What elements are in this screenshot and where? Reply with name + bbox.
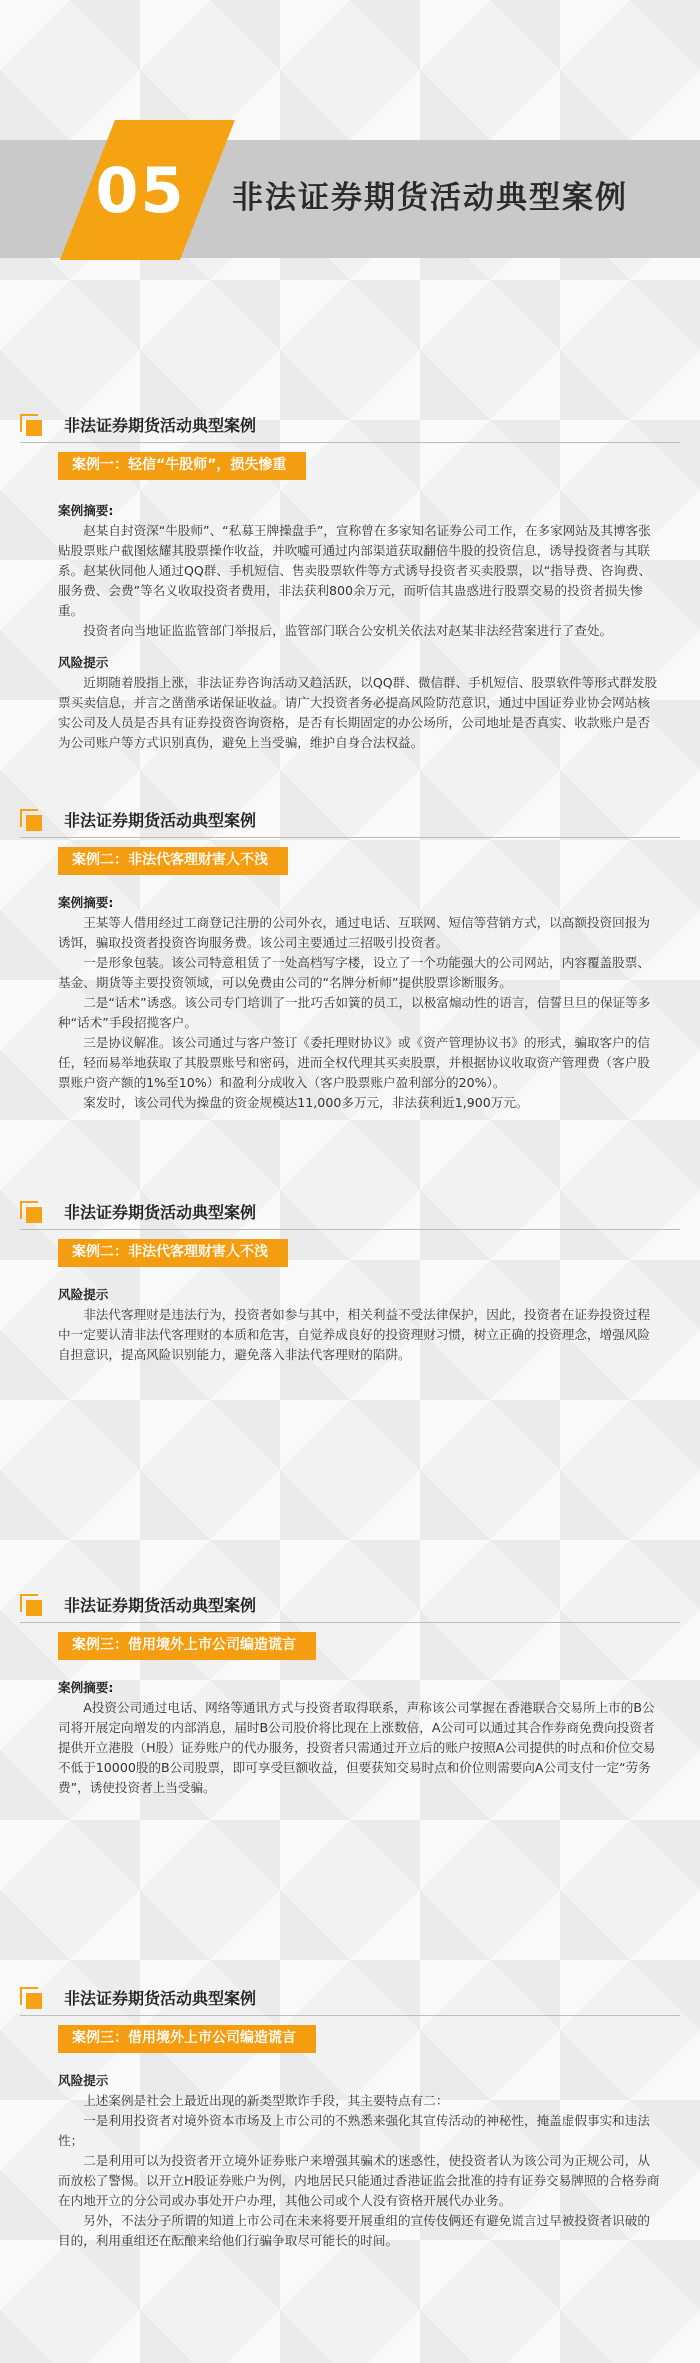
paragraph: 二是利用可以为投资者开立境外证券账户来增强其骗术的迷惑性，使投资者认为该公司为正规公司，从而放松了警惕。以开立H股证券账户为例，内地居民只能通过香港证监会批准的持有证券交易牌照的合格券商在内地开立的分公司或办事处开户办理，其他公司或个人没有资格开展代办业务。 [58, 2153, 660, 2208]
page-title: 非法证券期货活动典型案例 [232, 180, 628, 216]
section-title: 非法证券期货活动典型案例 [64, 811, 257, 830]
case-body [58, 893, 662, 1113]
paragraph: 投资者向当地证监监管部门举报后，监管部门联合公安机关依法对赵某非法经营案进行了查处。 [83, 623, 613, 638]
divider [20, 2015, 680, 2016]
corner-bracket-icon [20, 1594, 42, 1616]
section-title: 非法证券期货活动典型案例 [64, 416, 257, 435]
case-tag: 案例二：非法代客理财害人不浅 [58, 847, 288, 875]
paragraph: 近期随着股指上涨，非法证券咨询活动又趋活跃，以QQ群、微信群、手机短信、股票软件等形式群发股票买卖信息，并言之凿凿承诺保证收益。请广大投资者务必提高风险防范意识，通过中国证券业协会网站核实公司及人员是否具有证券投资咨询资格，是否有长期固定的办公场所，公司地址是否真实、收款账户是否为公司账户等方式识别真伪，避免上当受骗，维护自身合法权益。 [58, 675, 658, 750]
case-section-4 [20, 1590, 680, 1795]
paragraph: 一是形象包装。该公司特意租赁了一处高档写字楼，设立了一个功能强大的公司网站，内容覆盖股票、基金、期货等主要投资领域，可以免费由公司的“名牌分析师”提供股票诊断服务。 [58, 955, 650, 990]
paragraph: 赵某自封资深“牛股师”、“私募王牌操盘手”，宣称曾在多家知名证券公司工作，在多家网站及其博客张贴股票账户截图炫耀其股票操作收益，并吹嘘可通过内部渠道获取翻倍牛股的投资信息，诱导投资者与其联系。赵某伙同他人通过QQ群、手机短信、售卖股票软件等方式诱导投资者买卖股票，以“指导费、咨询费、服务费、会费”等名义收取投资者费用，非法获利800余万元，而听信其蛊惑进行股票交易的投资者损失惨重。 [58, 523, 652, 618]
block-label: 风险提示 [58, 1287, 109, 1302]
block-label: 风险提示 [58, 2073, 109, 2088]
block-label: 案例摘要: [58, 1680, 114, 1695]
case-body [58, 1678, 662, 1798]
case-body [58, 1285, 662, 1365]
case-section-3 [20, 1197, 680, 1362]
divider [20, 1229, 680, 1230]
corner-bracket-icon [20, 809, 42, 831]
block-label: 案例摘要: [58, 895, 114, 910]
case-tag: 案例三：借用境外上市公司编造谎言 [58, 2025, 316, 2053]
paragraph: 王某等人借用经过工商登记注册的公司外衣，通过电话、互联网、短信等营销方式，以高额投资回报为诱饵，骗取投资者投资咨询服务费。该公司主要通过三招吸引投资者。 [58, 915, 650, 950]
paragraph: 另外，不法分子所谓的知道上市公司在未来将要开展重组的宣传伎俩还有避免谎言过早被投资者识破的目的，利用重组还在酝酿来给他们行骗争取尽可能长的时间。 [58, 2213, 650, 2248]
divider [20, 837, 680, 838]
section-title: 非法证券期货活动典型案例 [64, 1596, 257, 1615]
section-title: 非法证券期货活动典型案例 [64, 1989, 257, 2008]
chapter-number: 05 [95, 153, 186, 227]
divider [20, 442, 680, 443]
corner-bracket-icon [20, 1201, 42, 1223]
block-label: 案例摘要: [58, 503, 114, 518]
block-label: 风险提示 [58, 655, 109, 670]
paragraph: 上述案例是社会上最近出现的新类型欺诈手段，其主要特点有二： [83, 2093, 449, 2108]
case-tag: 案例二：非法代客理财害人不浅 [58, 1239, 288, 1267]
paragraph: 一是利用投资者对境外资本市场及上市公司的不熟悉来强化其宣传活动的神秘性，掩盖虚假事实和违法性； [58, 2113, 650, 2148]
case-section-1 [20, 410, 680, 750]
case-section-5 [20, 1983, 680, 2248]
paragraph: 二是“话术”诱惑。该公司专门培训了一批巧舌如簧的员工，以极富煽动性的语言，信誓旦旦的保证等多种“话术”手段招揽客户。 [58, 995, 651, 1030]
case-tag: 案例一：轻信“牛股师”，损失惨重 [58, 452, 306, 480]
paragraph: A投资公司通过电话、网络等通讯方式与投资者取得联系，声称该公司掌握在香港联合交易所上市的B公司将开展定向增发的内部消息，届时B公司股价将比现在上涨数倍，A公司可以通过其合作券商免费向投资者提供开立港股（H股）证券账户的代办服务，投资者只需通过开立后的账户按照A公司提供的时点和价位交易不低于10000股的B公司股票，即可享受巨额收益，但要获知交易时点和价位则需要向A公司支付一定“劳务费”，诱使投资者上当受骗。 [58, 1700, 656, 1795]
paragraph: 非法代客理财是违法行为，投资者如参与其中，相关利益不受法律保护，因此，投资者在证券投资过程中一定要认清非法代客理财的本质和危害，自觉养成良好的投资理财习惯，树立正确的投资理念，增强风险自担意识，提高风险识别能力，避免落入非法代客理财的陷阱。 [58, 1307, 650, 1362]
paragraph: 案发时，该公司代为操盘的资金规模达11,000多万元，非法获利近1,900万元。 [83, 1095, 529, 1110]
case-body [58, 501, 662, 753]
section-title: 非法证券期货活动典型案例 [64, 1203, 257, 1222]
case-body [58, 2071, 662, 2251]
case-tag: 案例三：借用境外上市公司编造谎言 [58, 1632, 316, 1660]
corner-bracket-icon [20, 1987, 42, 2009]
corner-bracket-icon [20, 414, 42, 436]
chapter-number-badge [60, 120, 235, 260]
case-section-2 [20, 805, 680, 1110]
paragraph: 三是协议解准。该公司通过与客户签订《委托理财协议》或《资产管理协议书》的形式，骗取客户的信任，轻而易举地获取了其股票账号和密码，进而全权代理其买卖股票，并根据协议收取资产管理费（客户股票账户资产额的1%至10%）和盈利分成收入（客户股票账户盈利部分的20%）。 [58, 1035, 650, 1090]
divider [20, 1622, 680, 1623]
